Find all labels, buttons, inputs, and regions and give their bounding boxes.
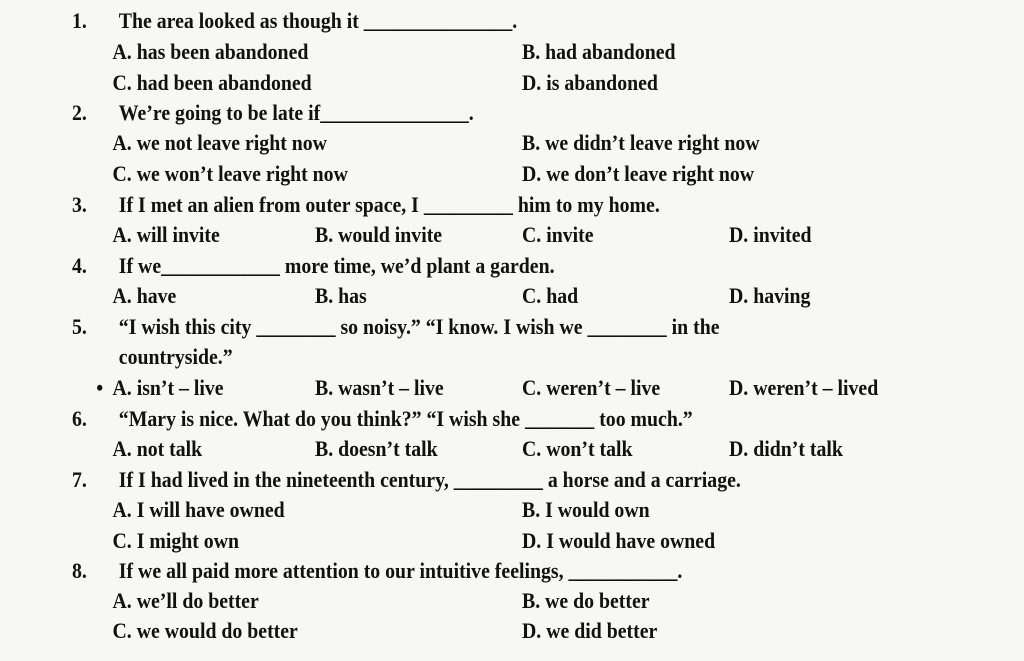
option-c: C. we would do better bbox=[112, 618, 298, 643]
question-stem: If I met an alien from outer space, I _________ him to my home. bbox=[118, 192, 660, 217]
option-b: B. wasn’t – live bbox=[315, 375, 444, 400]
question-number: 3. bbox=[72, 192, 87, 217]
option-a: A. I will have owned bbox=[112, 497, 285, 522]
option-b: B. I would own bbox=[522, 497, 650, 522]
question-number: 2. bbox=[72, 100, 87, 125]
option-c: C. invite bbox=[522, 222, 594, 247]
question-2-options-row-2 bbox=[0, 159, 922, 189]
question-number: 1. bbox=[72, 8, 87, 33]
option-d: D. we don’t leave right now bbox=[522, 161, 755, 186]
question-8-stem-line bbox=[0, 556, 922, 586]
option-a: A. has been abandoned bbox=[112, 39, 309, 64]
option-d: D. I would have owned bbox=[522, 528, 716, 553]
option-d: D. we did better bbox=[522, 618, 658, 643]
question-1-options-row-1 bbox=[0, 37, 922, 67]
option-c: C. won’t talk bbox=[522, 436, 633, 461]
option-b: B. has bbox=[315, 283, 367, 308]
option-d: D. didn’t talk bbox=[729, 436, 843, 461]
question-7-options-row-1 bbox=[0, 495, 922, 525]
question-number: 4. bbox=[72, 253, 87, 278]
question-number: 6. bbox=[72, 406, 87, 431]
question-stem-continuation: countryside.” bbox=[118, 344, 233, 369]
question-3-stem-line bbox=[0, 190, 922, 220]
option-d: D. is abandoned bbox=[522, 70, 658, 95]
question-stem: The area looked as though it _______________. bbox=[118, 8, 518, 33]
question-stem: If we____________ more time, we’d plant a garden. bbox=[118, 253, 555, 278]
option-b: B. had abandoned bbox=[522, 39, 676, 64]
option-c: C. had been abandoned bbox=[112, 70, 312, 95]
question-number: 5. bbox=[72, 314, 87, 339]
question-7-options-row-2 bbox=[0, 526, 922, 556]
question-6-stem-line bbox=[0, 404, 922, 434]
question-5-options-row bbox=[0, 373, 922, 403]
bullet-mark: • bbox=[96, 375, 104, 400]
option-a: A. isn’t – live bbox=[112, 375, 224, 400]
question-stem: We’re going to be late if_______________. bbox=[118, 100, 474, 125]
option-d: D. having bbox=[729, 283, 811, 308]
option-b: B. we do better bbox=[522, 588, 650, 613]
option-d: D. weren’t – lived bbox=[729, 375, 879, 400]
option-a: A. will invite bbox=[112, 222, 220, 247]
option-c: C. weren’t – live bbox=[522, 375, 661, 400]
question-stem: If I had lived in the nineteenth century, _________ a horse and a carriage. bbox=[118, 467, 741, 492]
question-8-options-row-2 bbox=[0, 616, 922, 646]
question-5-stem-line bbox=[0, 312, 922, 342]
question-stem: “I wish this city ________ so noisy.” “I know. I wish we ________ in the bbox=[118, 314, 720, 339]
question-2-stem-line bbox=[0, 98, 922, 128]
question-5-stem-continuation bbox=[0, 342, 922, 372]
question-4-options-row bbox=[0, 281, 922, 311]
option-c: C. had bbox=[522, 283, 579, 308]
option-a: A. we not leave right now bbox=[112, 130, 327, 155]
question-1-stem-line bbox=[0, 6, 922, 36]
question-8-options-row-1 bbox=[0, 586, 922, 616]
option-b: B. we didn’t leave right now bbox=[522, 130, 760, 155]
option-a: A. we’ll do better bbox=[112, 588, 259, 613]
question-4-stem-line bbox=[0, 251, 922, 281]
question-1-options-row-2 bbox=[0, 68, 922, 98]
option-b: B. would invite bbox=[315, 222, 443, 247]
question-number: 7. bbox=[72, 467, 87, 492]
question-3-options-row bbox=[0, 220, 922, 250]
question-2-options-row-1 bbox=[0, 128, 922, 158]
option-a: A. have bbox=[112, 283, 177, 308]
question-stem: “Mary is nice. What do you think?” “I wish she _______ too much.” bbox=[118, 406, 693, 431]
option-c: C. we won’t leave right now bbox=[112, 161, 348, 186]
question-stem: If we all paid more attention to our intuitive feelings, ___________. bbox=[118, 558, 683, 583]
option-d: D. invited bbox=[729, 222, 812, 247]
option-a: A. not talk bbox=[112, 436, 203, 461]
option-b: B. doesn’t talk bbox=[315, 436, 438, 461]
question-7-stem-line bbox=[0, 465, 922, 495]
question-6-options-row bbox=[0, 434, 922, 464]
option-c: C. I might own bbox=[112, 528, 240, 553]
question-number: 8. bbox=[72, 558, 87, 583]
